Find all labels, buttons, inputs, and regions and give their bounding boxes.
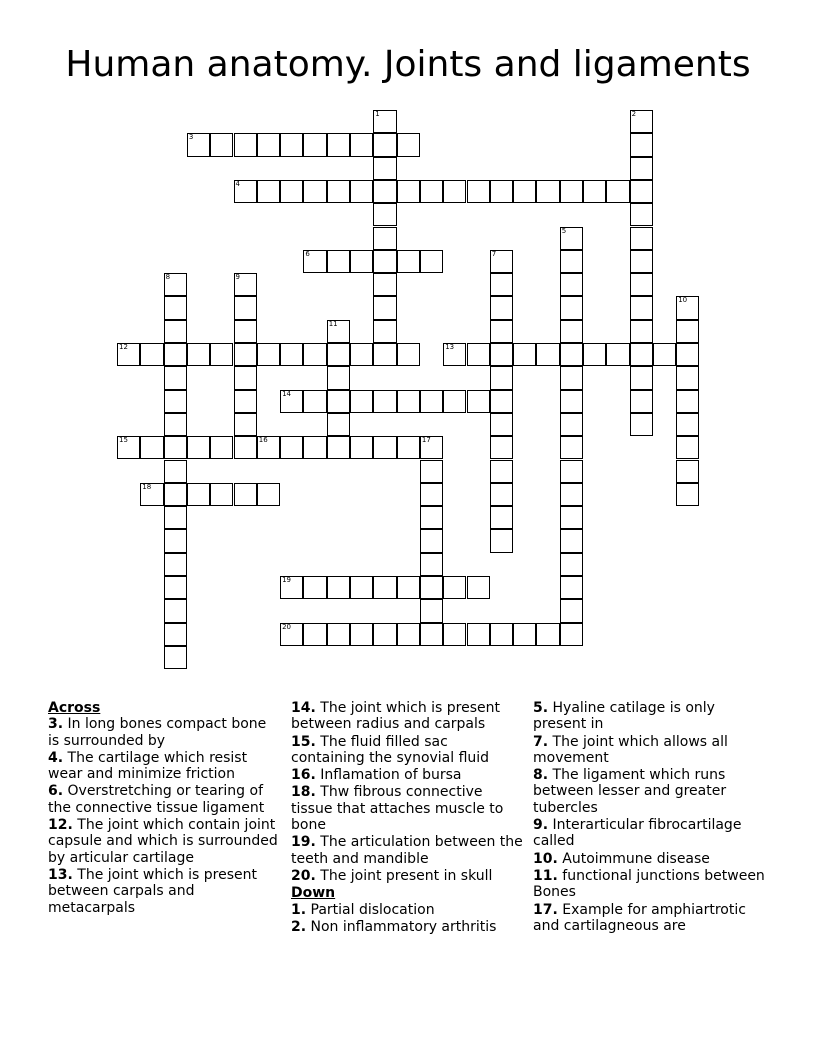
grid-cell[interactable] bbox=[630, 180, 653, 203]
clue: 10. Autoimmune disease bbox=[533, 850, 710, 867]
grid-cell[interactable] bbox=[443, 180, 466, 203]
grid-cell[interactable] bbox=[560, 529, 583, 552]
grid-cell[interactable] bbox=[676, 483, 699, 506]
grid-cell[interactable] bbox=[490, 273, 513, 296]
clue: 13. The joint which is present between carpals and metacarpals bbox=[48, 866, 257, 916]
grid-cell[interactable] bbox=[490, 623, 513, 646]
grid-cell[interactable] bbox=[187, 133, 210, 156]
grid-cell[interactable] bbox=[327, 180, 350, 203]
grid-cell[interactable] bbox=[536, 623, 559, 646]
grid-cell[interactable] bbox=[164, 483, 187, 506]
clue: 4. The cartilage which resist wear and minimize friction bbox=[48, 749, 248, 783]
grid-cell[interactable] bbox=[490, 413, 513, 436]
grid-cell[interactable] bbox=[280, 133, 303, 156]
grid-cell[interactable] bbox=[303, 390, 326, 413]
clue: 18. Thw fibrous connective tissue that attaches muscle to bone bbox=[291, 784, 504, 834]
grid-cell[interactable] bbox=[490, 296, 513, 319]
grid-cell[interactable] bbox=[420, 436, 443, 459]
grid-cell[interactable] bbox=[327, 366, 350, 389]
grid-cell[interactable] bbox=[397, 576, 420, 599]
grid-cell[interactable] bbox=[350, 250, 373, 273]
clue-number: 19. bbox=[291, 834, 316, 851]
clue: 15. The fluid filled sac containing the synovial fluid bbox=[291, 733, 490, 766]
grid-cell[interactable] bbox=[234, 133, 257, 156]
clue: 8. The ligament which runs between lesser and greater tubercles bbox=[533, 767, 727, 816]
clue-number: 17 bbox=[421, 436, 431, 445]
grid-cell[interactable] bbox=[490, 436, 513, 459]
grid-cell[interactable] bbox=[164, 296, 187, 319]
grid-cell[interactable] bbox=[560, 366, 583, 389]
grid-cell[interactable] bbox=[373, 157, 396, 180]
clue-number: 3. bbox=[48, 716, 64, 733]
clue-number: 12 bbox=[119, 343, 128, 351]
grid-cell[interactable] bbox=[327, 623, 350, 646]
grid-cell[interactable] bbox=[420, 529, 443, 552]
clue-number: 2 bbox=[631, 110, 637, 118]
clue: 11. functional junctions between Bones bbox=[533, 867, 765, 901]
clue-number: 6 bbox=[305, 249, 310, 258]
grid-cell[interactable] bbox=[187, 436, 210, 459]
clue-number: 15 bbox=[119, 436, 128, 445]
grid-cell[interactable] bbox=[490, 390, 513, 413]
grid-cell[interactable] bbox=[397, 623, 420, 646]
grid-cell[interactable] bbox=[164, 273, 187, 296]
grid-cell[interactable] bbox=[513, 623, 536, 646]
grid-cell[interactable] bbox=[490, 483, 513, 506]
clue: 14. The joint which is present between radius and carpals bbox=[291, 700, 500, 733]
grid-cell[interactable] bbox=[350, 343, 373, 366]
grid-cell[interactable] bbox=[560, 343, 583, 366]
clue: 2. Non inflammatory arthritis bbox=[291, 918, 497, 935]
clue-number: 9 bbox=[235, 273, 240, 282]
grid-cell[interactable] bbox=[327, 413, 350, 436]
clue: 17. Example for amphiartrotic and cartilagneous are bbox=[533, 901, 746, 934]
grid-cell[interactable] bbox=[420, 180, 443, 203]
grid-cell[interactable] bbox=[280, 436, 303, 459]
clue: 12. The joint which contain joint capsule and which is surrounded by articular cartilage bbox=[48, 817, 278, 866]
grid-cell[interactable] bbox=[373, 110, 396, 133]
grid-cell[interactable] bbox=[373, 436, 396, 459]
grid-cell[interactable] bbox=[420, 506, 443, 529]
grid-cell[interactable] bbox=[117, 436, 140, 459]
grid-cell[interactable] bbox=[327, 250, 350, 273]
grid-cell[interactable] bbox=[257, 436, 280, 459]
grid-cell[interactable] bbox=[164, 646, 187, 669]
grid-cell[interactable] bbox=[630, 390, 653, 413]
grid-cell[interactable] bbox=[467, 576, 490, 599]
clue-number: 10. bbox=[533, 850, 558, 867]
clue: 7. The joint which allows all movement bbox=[533, 733, 728, 766]
grid-cell[interactable] bbox=[257, 343, 280, 366]
grid-cell[interactable] bbox=[583, 180, 606, 203]
grid-cell[interactable] bbox=[490, 529, 513, 552]
grid-cell[interactable] bbox=[210, 436, 233, 459]
grid-cell[interactable] bbox=[373, 133, 396, 156]
grid-cell[interactable] bbox=[350, 623, 373, 646]
grid-cell[interactable] bbox=[513, 343, 536, 366]
grid-cell[interactable] bbox=[234, 180, 257, 203]
grid-cell[interactable] bbox=[560, 436, 583, 459]
grid-cell[interactable] bbox=[350, 133, 373, 156]
clue-number: 20 bbox=[282, 622, 292, 631]
grid-cell[interactable] bbox=[443, 623, 466, 646]
grid-cell[interactable] bbox=[676, 296, 699, 319]
clue-number: 8. bbox=[533, 767, 549, 784]
grid-cell[interactable] bbox=[327, 133, 350, 156]
grid-cell[interactable] bbox=[234, 273, 257, 296]
clue-number: 10 bbox=[678, 296, 688, 305]
grid-cell[interactable] bbox=[490, 320, 513, 343]
clues-column-2 bbox=[291, 700, 523, 936]
grid-cell[interactable] bbox=[560, 623, 583, 646]
grid-cell[interactable] bbox=[303, 623, 326, 646]
grid-cell[interactable] bbox=[676, 413, 699, 436]
grid-cell[interactable] bbox=[420, 553, 443, 576]
grid-cell[interactable] bbox=[397, 133, 420, 156]
grid-cell[interactable] bbox=[443, 390, 466, 413]
grid-cell[interactable] bbox=[234, 413, 257, 436]
grid-cell[interactable] bbox=[140, 343, 163, 366]
grid-cell[interactable] bbox=[653, 343, 676, 366]
grid-cell[interactable] bbox=[676, 366, 699, 389]
grid-cell[interactable] bbox=[560, 250, 583, 273]
grid-cell[interactable] bbox=[164, 366, 187, 389]
clue-number: 12. bbox=[48, 817, 73, 834]
clue-number: 17. bbox=[533, 901, 558, 918]
clue-number: 18 bbox=[142, 482, 152, 491]
grid-cell[interactable] bbox=[630, 133, 653, 156]
grid-cell[interactable] bbox=[467, 343, 490, 366]
grid-cell[interactable] bbox=[234, 343, 257, 366]
grid-cell[interactable] bbox=[560, 553, 583, 576]
clue-number: 14 bbox=[282, 389, 292, 398]
grid-cell[interactable] bbox=[560, 483, 583, 506]
grid-cell[interactable] bbox=[187, 343, 210, 366]
grid-cell[interactable] bbox=[327, 390, 350, 413]
grid-cell[interactable] bbox=[164, 436, 187, 459]
grid-cell[interactable] bbox=[560, 460, 583, 483]
grid-cell[interactable] bbox=[303, 250, 326, 273]
grid-cell[interactable] bbox=[630, 227, 653, 250]
grid-cell[interactable] bbox=[117, 343, 140, 366]
grid-cell[interactable] bbox=[257, 133, 280, 156]
grid-cell[interactable] bbox=[420, 599, 443, 622]
clue-number: 13. bbox=[48, 866, 73, 883]
grid-cell[interactable] bbox=[303, 576, 326, 599]
clue-number: 3 bbox=[188, 133, 194, 142]
grid-cell[interactable] bbox=[630, 413, 653, 436]
grid-cell[interactable] bbox=[373, 390, 396, 413]
clue-number: 13 bbox=[445, 343, 455, 351]
grid-cell[interactable] bbox=[234, 390, 257, 413]
grid-cell[interactable] bbox=[536, 343, 559, 366]
grid-cell[interactable] bbox=[490, 250, 513, 273]
grid-cell[interactable] bbox=[420, 250, 443, 273]
grid-cell[interactable] bbox=[350, 390, 373, 413]
grid-cell[interactable] bbox=[676, 390, 699, 413]
grid-cell[interactable] bbox=[420, 576, 443, 599]
clue: 1. Partial dislocation bbox=[291, 901, 435, 918]
grid-cell[interactable] bbox=[630, 110, 653, 133]
grid-cell[interactable] bbox=[327, 343, 350, 366]
clue-number: 7 bbox=[491, 249, 497, 258]
grid-cell[interactable] bbox=[606, 180, 629, 203]
grid-cell[interactable] bbox=[210, 483, 233, 506]
clue-number: 11 bbox=[328, 319, 338, 328]
grid-cell[interactable] bbox=[164, 460, 187, 483]
clue: 5. Hyaline catilage is only present in bbox=[533, 700, 715, 733]
grid-cell[interactable] bbox=[303, 180, 326, 203]
clue-number: 1 bbox=[375, 110, 380, 118]
clue-number: 2. bbox=[291, 918, 307, 935]
grid-cell[interactable] bbox=[280, 576, 303, 599]
grid-cell[interactable] bbox=[490, 180, 513, 203]
grid-cell[interactable] bbox=[210, 133, 233, 156]
grid-cell[interactable] bbox=[234, 320, 257, 343]
grid-cell[interactable] bbox=[467, 623, 490, 646]
grid-cell[interactable] bbox=[234, 436, 257, 459]
grid-cell[interactable] bbox=[467, 390, 490, 413]
grid-cell[interactable] bbox=[140, 436, 163, 459]
clue-number: 4 bbox=[235, 179, 240, 188]
clues-column-3 bbox=[533, 700, 765, 935]
grid-cell[interactable] bbox=[397, 390, 420, 413]
grid-cell[interactable] bbox=[397, 180, 420, 203]
grid-cell[interactable] bbox=[606, 343, 629, 366]
clues-column-1 bbox=[48, 700, 278, 917]
clue-number: 14. bbox=[291, 700, 316, 716]
grid-cell[interactable] bbox=[560, 413, 583, 436]
clue: 6. Overstretching or tearing of the connective tissue ligament bbox=[48, 783, 265, 816]
clue-number: 9. bbox=[533, 817, 549, 834]
across-header: Across bbox=[48, 700, 101, 716]
grid-cell[interactable] bbox=[303, 133, 326, 156]
grid-cell[interactable] bbox=[350, 576, 373, 599]
grid-cell[interactable] bbox=[164, 576, 187, 599]
grid-cell[interactable] bbox=[397, 343, 420, 366]
grid-cell[interactable] bbox=[373, 250, 396, 273]
grid-cell[interactable] bbox=[373, 180, 396, 203]
grid-cell[interactable] bbox=[490, 343, 513, 366]
grid-cell[interactable] bbox=[630, 366, 653, 389]
grid-cell[interactable] bbox=[164, 599, 187, 622]
clue: 16. Inflamation of bursa bbox=[291, 767, 462, 784]
grid-cell[interactable] bbox=[490, 506, 513, 529]
grid-cell[interactable] bbox=[560, 599, 583, 622]
clue-number: 4. bbox=[48, 749, 64, 766]
grid-cell[interactable] bbox=[583, 343, 606, 366]
grid-cell[interactable] bbox=[397, 250, 420, 273]
grid-cell[interactable] bbox=[373, 296, 396, 319]
grid-cell[interactable] bbox=[630, 320, 653, 343]
grid-cell[interactable] bbox=[676, 343, 699, 366]
grid-cell[interactable] bbox=[630, 296, 653, 319]
clue: 19. The articulation between the teeth and mandible bbox=[291, 834, 523, 867]
grid-cell[interactable] bbox=[560, 227, 583, 250]
clue-number: 6. bbox=[48, 783, 64, 800]
clue-number: 1. bbox=[291, 901, 307, 918]
grid-cell[interactable] bbox=[164, 343, 187, 366]
grid-cell[interactable] bbox=[676, 320, 699, 343]
clue-number: 16. bbox=[291, 767, 316, 784]
grid-cell[interactable] bbox=[327, 320, 350, 343]
grid-cell[interactable] bbox=[513, 180, 536, 203]
grid-cell[interactable] bbox=[164, 553, 187, 576]
grid-cell[interactable] bbox=[140, 483, 163, 506]
clue-number: 19 bbox=[282, 576, 292, 584]
grid-cell[interactable] bbox=[630, 203, 653, 226]
grid-cell[interactable] bbox=[373, 576, 396, 599]
grid-cell[interactable] bbox=[187, 483, 210, 506]
grid-cell[interactable] bbox=[280, 390, 303, 413]
clue: 3. In long bones compact bone is surrounded by bbox=[48, 716, 267, 749]
down-header: Down bbox=[291, 885, 336, 902]
grid-cell[interactable] bbox=[234, 296, 257, 319]
grid-cell[interactable] bbox=[164, 529, 187, 552]
grid-cell[interactable] bbox=[397, 436, 420, 459]
clue-number: 5. bbox=[533, 700, 549, 716]
clue-number: 5 bbox=[561, 226, 567, 235]
grid-cell[interactable] bbox=[443, 343, 466, 366]
clue-number: 15. bbox=[291, 733, 316, 750]
grid-cell[interactable] bbox=[490, 460, 513, 483]
grid-cell[interactable] bbox=[164, 413, 187, 436]
grid-cell[interactable] bbox=[630, 250, 653, 273]
grid-cell[interactable] bbox=[257, 483, 280, 506]
grid-cell[interactable] bbox=[630, 273, 653, 296]
grid-cell[interactable] bbox=[560, 390, 583, 413]
grid-cell[interactable] bbox=[560, 296, 583, 319]
clue-number: 20. bbox=[291, 867, 316, 884]
grid-cell[interactable] bbox=[350, 180, 373, 203]
grid-cell[interactable] bbox=[373, 227, 396, 250]
grid-cell[interactable] bbox=[280, 623, 303, 646]
grid-cell[interactable] bbox=[420, 623, 443, 646]
grid-cell[interactable] bbox=[234, 483, 257, 506]
grid-cell[interactable] bbox=[560, 506, 583, 529]
grid-cell[interactable] bbox=[280, 180, 303, 203]
grid-cell[interactable] bbox=[164, 390, 187, 413]
grid-cell[interactable] bbox=[257, 180, 280, 203]
page-title: Human anatomy. Joints and ligaments bbox=[65, 44, 751, 85]
grid-cell[interactable] bbox=[467, 180, 490, 203]
grid-cell[interactable] bbox=[327, 436, 350, 459]
grid-cell[interactable] bbox=[420, 483, 443, 506]
grid-cell[interactable] bbox=[560, 273, 583, 296]
grid-cell[interactable] bbox=[420, 390, 443, 413]
grid-cell[interactable] bbox=[164, 623, 187, 646]
grid-cell[interactable] bbox=[536, 180, 559, 203]
grid-cell[interactable] bbox=[327, 576, 350, 599]
grid-cell[interactable] bbox=[373, 320, 396, 343]
grid-cell[interactable] bbox=[560, 576, 583, 599]
grid-cell[interactable] bbox=[420, 460, 443, 483]
grid-cell[interactable] bbox=[303, 436, 326, 459]
grid-cell[interactable] bbox=[373, 273, 396, 296]
clue-number: 16 bbox=[258, 436, 268, 445]
clue: 20. The joint present in skull bbox=[291, 867, 493, 884]
clue-number: 7. bbox=[533, 733, 549, 750]
grid-cell[interactable] bbox=[490, 366, 513, 389]
clue-number: 18. bbox=[291, 784, 316, 801]
grid-cell[interactable] bbox=[210, 343, 233, 366]
clue-number: 11. bbox=[533, 867, 558, 884]
grid-cell[interactable] bbox=[443, 576, 466, 599]
grid-cell[interactable] bbox=[676, 436, 699, 459]
grid-cell[interactable] bbox=[676, 460, 699, 483]
grid-cell[interactable] bbox=[373, 623, 396, 646]
grid-cell[interactable] bbox=[164, 506, 187, 529]
grid-cell[interactable] bbox=[234, 366, 257, 389]
clue-number: 8 bbox=[165, 273, 171, 282]
grid-cell[interactable] bbox=[164, 320, 187, 343]
grid-cell[interactable] bbox=[630, 343, 653, 366]
grid-cell[interactable] bbox=[560, 320, 583, 343]
clue: 9. Interarticular fibrocartilage called bbox=[533, 817, 742, 850]
grid-cell[interactable] bbox=[630, 157, 653, 180]
grid-cell[interactable] bbox=[560, 180, 583, 203]
grid-cell[interactable] bbox=[373, 343, 396, 366]
grid-cell[interactable] bbox=[280, 343, 303, 366]
grid-cell[interactable] bbox=[373, 203, 396, 226]
grid-cell[interactable] bbox=[303, 343, 326, 366]
grid-cell[interactable] bbox=[350, 436, 373, 459]
